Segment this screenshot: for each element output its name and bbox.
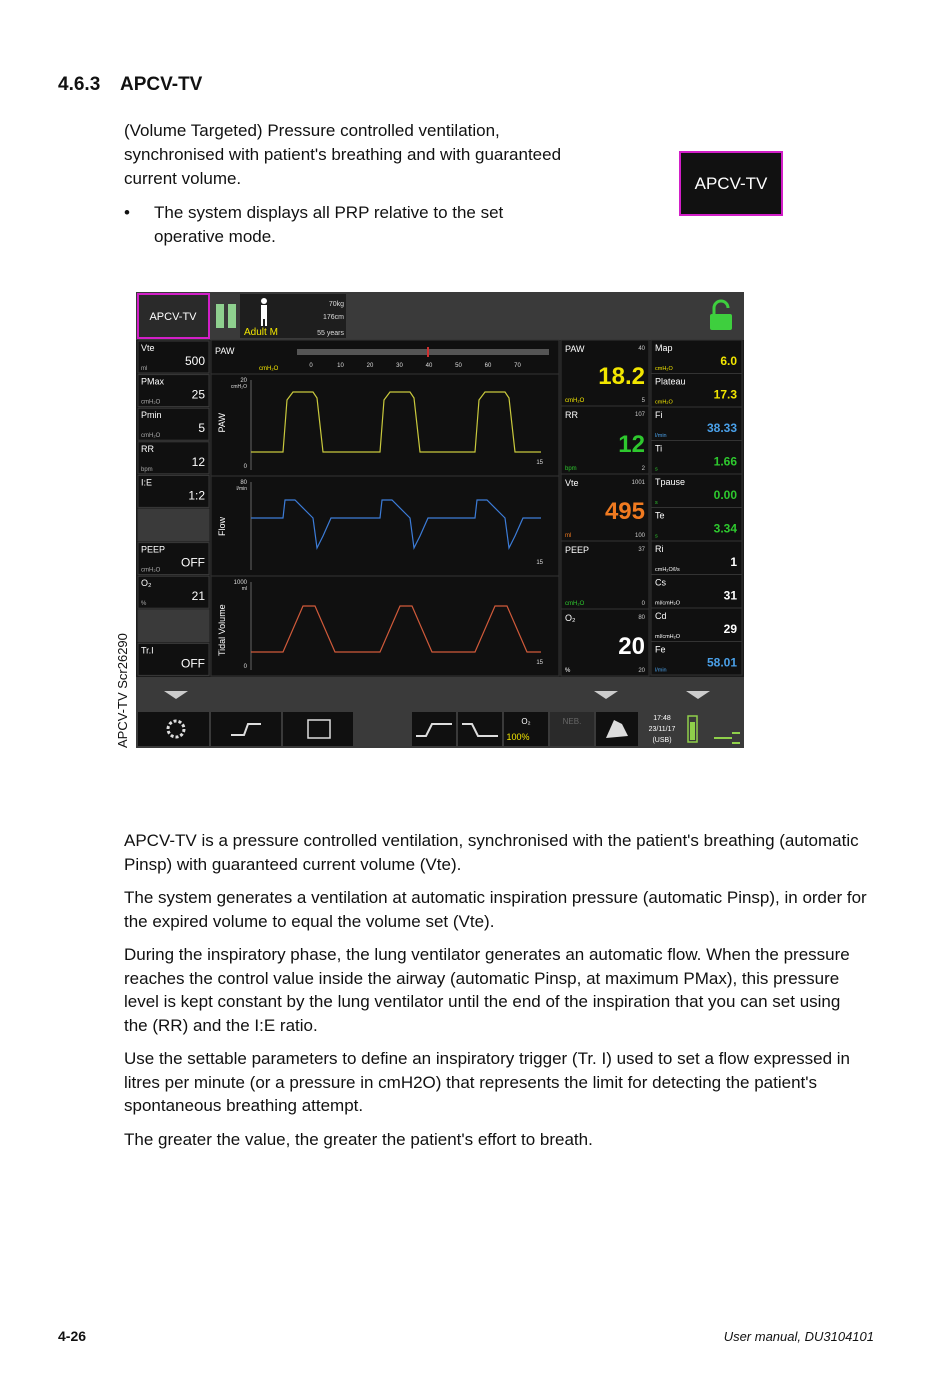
setting-unit: cmH₂O <box>141 433 161 440</box>
paw-bar-tick: 40 <box>425 363 433 369</box>
mode-badge: APCV-TV <box>679 151 783 216</box>
waveform-end-label: 15 <box>536 660 543 666</box>
clock-date: 23/11/17 <box>648 726 676 733</box>
monitor-view-button[interactable] <box>283 712 353 746</box>
intro-block <box>124 119 564 249</box>
setting-value[interactable]: 5 <box>198 421 205 436</box>
monitor-high-alarm: 1001 <box>631 480 645 486</box>
clock-time: 17:48 <box>653 715 671 722</box>
paw-bar-tick: 60 <box>484 363 492 369</box>
patient-icon <box>261 298 267 304</box>
setting-empty <box>138 509 209 541</box>
patient-icon-leg <box>261 318 263 326</box>
mode-button-label[interactable]: APCV-TV <box>149 311 197 323</box>
neb-button-label[interactable]: NEB. <box>562 717 582 726</box>
monitor-value: 1 <box>730 555 737 569</box>
monitor-value: 12 <box>618 431 645 458</box>
monitor-value: 38.33 <box>706 421 737 435</box>
patient-age: 55 years <box>317 330 344 337</box>
monitor-name: Fi <box>655 410 663 420</box>
settings-button[interactable] <box>138 712 209 746</box>
setting-empty <box>138 610 209 642</box>
intro-paragraph: (Volume Targeted) Pressure controlled ventilation, synchronised with patient's breathing and with guaranteed current volume. <box>124 121 562 188</box>
monitor-unit: s <box>655 500 658 506</box>
expiratory-hold-button[interactable] <box>458 712 502 746</box>
monitor-unit: cmH₂O <box>655 366 673 372</box>
waveform-label: Flow <box>217 516 227 536</box>
intro-bullet <box>124 201 564 249</box>
monitor-high-alarm: 80 <box>638 615 645 621</box>
ventilator-screen-svg <box>136 292 744 748</box>
monitor-unit: ml <box>565 533 572 539</box>
paw-bar-track <box>297 349 549 355</box>
monitor-unit: s <box>655 466 658 473</box>
paw-bar-tick: 20 <box>366 363 374 369</box>
waveform-end-label: 15 <box>536 560 543 566</box>
monitor-value: 495 <box>604 498 645 525</box>
body-paragraph-2: The system generates a ventilation at automatic inspiration pressure (automatic Pinsp), in order for the expired volume to equal the volume set (Vte). <box>124 888 867 931</box>
monitor-name: Tpause <box>655 477 686 487</box>
monitor-value: 3.34 <box>713 521 737 536</box>
monitor-unit: l/min <box>655 667 667 674</box>
body-paragraph-3: During the inspiratory phase, the lung ventilator generates an automatic flow. When the pressure reaches the control value inside the airway (automatic Pinsp, at maximum PMax), this pressure level is kept constant by the lung ventilator until the end of the inspiration that you can set using the (RR) and the I:E ratio. <box>124 945 850 1035</box>
unlock-icon[interactable] <box>710 314 732 330</box>
ventilator-screen <box>136 292 744 748</box>
section-title: APCV-TV <box>120 74 203 95</box>
setting-name: O₂ <box>141 578 152 589</box>
setting-name: RR <box>141 443 154 454</box>
monitor-name: Fe <box>655 644 666 655</box>
setting-name: PEEP <box>141 544 166 555</box>
monitor-value: 29 <box>723 622 737 636</box>
section-heading <box>58 74 202 96</box>
monitor-name: RR <box>565 410 578 420</box>
waveform-scale-unit: ml <box>241 586 247 592</box>
body-paragraph-4: Use the settable parameters to define an inspiratory trigger (Tr. I) used to set a flow expressed in litres per minute (or a pressure in cmH2O) that represents the limit for detecting the patient's spontaneous breathing attempt. <box>124 1049 851 1115</box>
monitor-value: 1.66 <box>713 454 737 469</box>
monitor-name: Cs <box>655 577 666 588</box>
waveform-end-label: 15 <box>536 460 543 466</box>
monitor-value: 17.3 <box>713 387 737 402</box>
manual-reference: User manual, DU3104101 <box>723 1329 874 1344</box>
usb-status: (USB) <box>652 737 672 744</box>
setting-unit: cmH₂O <box>141 399 161 406</box>
waveform-scale-top: 1000 <box>233 580 247 586</box>
setting-unit: % <box>141 601 147 608</box>
setting-name: Tr.I <box>141 645 154 656</box>
waveform-scale-top: 80 <box>240 480 247 486</box>
paw-bar-tick: 30 <box>396 363 403 369</box>
paw-bar-marker <box>427 347 429 357</box>
setting-unit: bpm <box>141 466 153 473</box>
monitor-unit: cmH₂O <box>565 398 585 404</box>
setting-name: Pmin <box>141 410 162 421</box>
setting-value[interactable]: 500 <box>184 354 205 368</box>
pause-icon[interactable] <box>216 304 224 328</box>
monitor-name: O₂ <box>565 613 576 623</box>
section-number: 4.6.3 <box>58 74 101 95</box>
inspiratory-hold-button[interactable] <box>412 712 456 746</box>
monitor-unit: cmH₂O <box>655 399 673 406</box>
monitor-high-alarm: 107 <box>634 412 645 418</box>
setting-value[interactable]: 12 <box>191 454 205 469</box>
monitor-value: 18.2 <box>598 363 645 390</box>
setting-value[interactable]: OFF <box>181 656 205 671</box>
monitor-value: 58.01 <box>706 655 737 670</box>
setting-value[interactable]: OFF <box>181 555 205 570</box>
waveform-scale-unit: l/min <box>236 486 247 492</box>
monitor-unit: s <box>655 533 658 540</box>
waveform-scale-top: 20 <box>240 378 247 384</box>
monitor-value: 31 <box>723 588 737 603</box>
waveform-panel <box>211 476 559 576</box>
monitor-value: 20 <box>618 633 645 660</box>
monitor-low-alarm: 100 <box>634 533 645 539</box>
monitor-name: PAW <box>565 344 585 354</box>
monitor-name: Plateau <box>655 376 686 387</box>
paw-bar-tick: 0 <box>309 363 313 369</box>
paw-bar-label: PAW <box>215 346 235 356</box>
monitor-name: Vte <box>565 478 579 488</box>
setting-name: PMax <box>141 376 165 387</box>
body-paragraph-5: The greater the value, the greater the patient's effort to breath. <box>124 1129 593 1149</box>
patient-label: Adult M <box>244 327 278 338</box>
monitor-unit: cmH₂O/l/s <box>655 567 680 573</box>
waveform-scale-bottom: 0 <box>243 664 247 670</box>
waveform-label: Tidal Volume <box>217 604 227 656</box>
monitor-unit: l/min <box>655 433 667 439</box>
setting-name: I:E <box>141 477 153 488</box>
patient-weight: 70kg <box>328 301 344 308</box>
o2-button-label[interactable]: O₂ <box>521 717 531 726</box>
setting-unit: cmH₂O <box>141 567 161 574</box>
monitor-value: 6.0 <box>720 354 737 368</box>
monitor-name: Ri <box>655 544 664 554</box>
monitor-name: Te <box>655 510 665 521</box>
setting-unit: ml <box>141 366 148 372</box>
paw-bar-unit: cmH₂O <box>259 366 279 372</box>
monitor-unit: ml/cmH₂O <box>655 600 681 607</box>
battery-level <box>690 722 695 740</box>
monitor-value: 0.00 <box>713 488 737 502</box>
pause-icon-bar[interactable] <box>228 304 236 328</box>
patient-height: 176cm <box>322 314 344 321</box>
paw-bar-tick: 10 <box>337 363 344 369</box>
figure-caption: APCV-TV Scr26290 <box>115 633 130 748</box>
body-text <box>58 829 868 1161</box>
intro-bullet-text: The system displays all PRP relative to the set operative mode. <box>154 203 504 246</box>
monitor-low-alarm: 5 <box>641 398 645 404</box>
waveform-label: PAW <box>217 413 227 433</box>
monitor-name: PEEP <box>565 545 590 555</box>
setting-value[interactable]: 21 <box>191 589 205 604</box>
body-paragraph-1: APCV-TV is a pressure controlled ventilation, synchronised with the patient's breathing (automatic Pinsp) with guaranteed current volume (Vte). <box>124 831 859 874</box>
monitor-unit: bpm <box>565 466 577 472</box>
waveform-scale-unit: cmH₂O <box>230 384 247 390</box>
paw-bar-tick: 50 <box>455 363 462 369</box>
bullet-icon: • <box>124 203 130 222</box>
patient-icon-leg <box>265 318 267 326</box>
paw-bar-tick: 70 <box>514 363 521 369</box>
monitor-unit: % <box>565 668 571 674</box>
setting-value[interactable]: 1:2 <box>188 488 205 503</box>
top-bar <box>136 292 744 340</box>
waveform-panel <box>211 576 559 676</box>
page-number: 4-26 <box>58 1328 87 1344</box>
setting-value[interactable]: 25 <box>191 387 205 402</box>
monitor-name: Map <box>655 343 673 353</box>
waveform-scale-bottom: 0 <box>243 464 247 470</box>
monitor-low-alarm: 0 <box>641 601 645 607</box>
monitor-high-alarm: 37 <box>638 547 645 553</box>
setting-name: Vte <box>141 343 155 353</box>
monitor-name: Cd <box>655 611 667 621</box>
monitor-high-alarm: 40 <box>638 346 645 352</box>
waveform-panel <box>211 374 559 476</box>
monitor-unit: ml/cmH₂O <box>655 634 681 640</box>
monitor-name: Ti <box>655 443 663 454</box>
monitor-low-alarm: 2 <box>641 466 645 472</box>
o2-button-value[interactable]: 100% <box>506 732 530 742</box>
monitor-unit: cmH₂O <box>565 601 585 607</box>
patient-icon-body <box>261 305 267 319</box>
monitor-low-alarm: 20 <box>638 668 645 674</box>
